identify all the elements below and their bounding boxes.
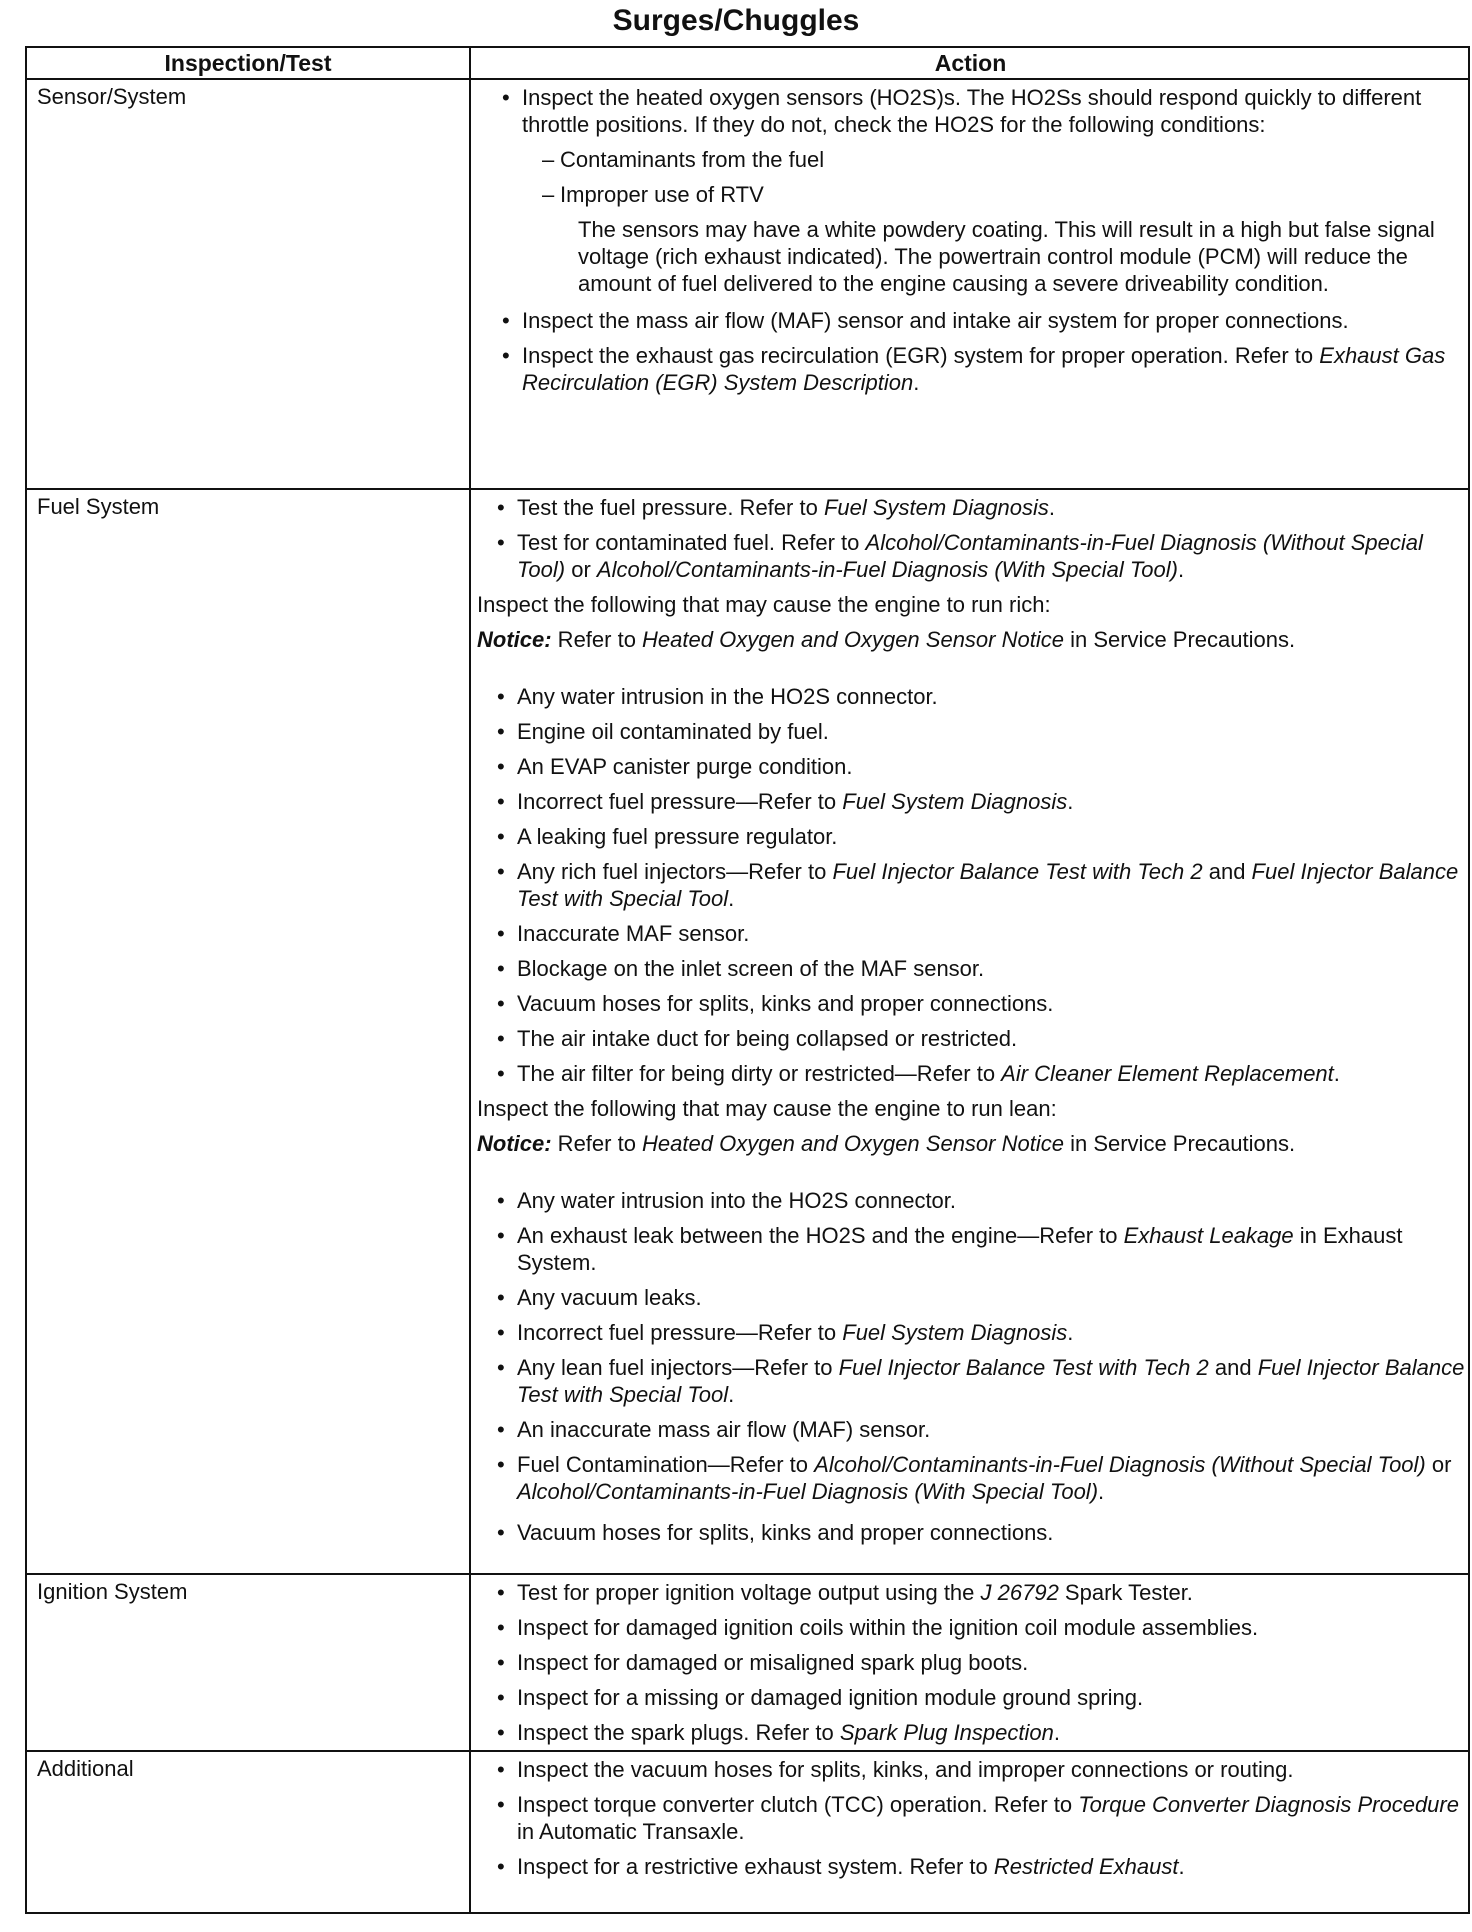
row-label-sensor-system: Sensor/System	[37, 84, 187, 109]
header-inspection: Inspection/Test	[164, 50, 332, 76]
list-item: • Engine oil contaminated by fuel.	[477, 718, 1465, 745]
list-item: • Test the fuel pressure. Refer to Fuel System Diagnosis.	[477, 494, 1465, 521]
list-item: • Inspect the mass air flow (MAF) sensor and intake air system for proper connections.	[482, 307, 1464, 334]
list-item: • A leaking fuel pressure regulator.	[477, 823, 1465, 850]
list-item: • An EVAP canister purge condition.	[477, 753, 1465, 780]
list-item: • Blockage on the inlet screen of the MAF sensor.	[477, 955, 1465, 982]
list-item: • Any vacuum leaks.	[477, 1284, 1465, 1311]
list-item: • Any rich fuel injectors—Refer to Fuel Injector Balance Test with Tech 2 and Fuel Injector Balance Test with Special Tool.	[477, 858, 1465, 912]
list-item: • The air intake duct for being collapsed or restricted.	[477, 1025, 1465, 1052]
list-item: • Test for contaminated fuel. Refer to Alcohol/Contaminants-in-Fuel Diagnosis (Without Special Tool) or Alcohol/Contaminants-in-Fuel Diagnosis (With Special Tool).	[477, 529, 1465, 583]
action-ignition-system	[477, 1579, 1465, 1754]
list-item: • An inaccurate mass air flow (MAF) sensor.	[477, 1416, 1465, 1443]
list-item: • Fuel Contamination—Refer to Alcohol/Contaminants-in-Fuel Diagnosis (Without Special Tool) or Alcohol/Contaminants-in-Fuel Diagnosis (With Special Tool).	[477, 1451, 1465, 1505]
rich-intro: Inspect the following that may cause the engine to run rich:	[477, 592, 1051, 617]
action-fuel-system	[477, 494, 1465, 1554]
row-label-ignition-system: Ignition System	[37, 1579, 188, 1604]
list-item: • Inspect the exhaust gas recirculation (EGR) system for proper operation. Refer to Exhaust Gas Recirculation (EGR) System Description.	[482, 342, 1464, 396]
diagnosis-table	[25, 46, 1470, 1914]
list-item: • Any water intrusion into the HO2S connector.	[477, 1187, 1465, 1214]
row-divider-fuel	[27, 1573, 1468, 1575]
page-title: Surges/Chuggles	[612, 4, 860, 37]
list-item: • Inspect the vacuum hoses for splits, kinks, and improper connections or routing.	[477, 1756, 1465, 1783]
list-item: • Inspect for a missing or damaged ignition module ground spring.	[477, 1684, 1465, 1711]
list-item: • Vacuum hoses for splits, kinks and proper connections.	[477, 1519, 1465, 1546]
header-divider	[27, 78, 1468, 80]
list-item: • Inspect torque converter clutch (TCC) operation. Refer to Torque Converter Diagnosis Procedure in Automatic Transaxle.	[477, 1791, 1465, 1845]
lean-intro: Inspect the following that may cause the engine to run lean:	[477, 1096, 1057, 1121]
ref-fuel-system-diagnosis: Fuel System Diagnosis	[823, 495, 1049, 520]
row-label-additional: Additional	[37, 1756, 134, 1781]
list-item: • Any water intrusion in the HO2S connector.	[477, 683, 1465, 710]
list-item: • An exhaust leak between the HO2S and the engine—Refer to Exhaust Leakage in Exhaust System.	[477, 1222, 1465, 1276]
column-divider	[469, 48, 471, 1912]
ref-egr-description: Exhaust Gas Recirculation (EGR) System Description	[522, 343, 1446, 395]
action-sensor-system	[482, 84, 1464, 404]
list-item: • Incorrect fuel pressure—Refer to Fuel System Diagnosis.	[477, 1319, 1465, 1346]
list-item: • Test for proper ignition voltage output using the J 26792 Spark Tester.	[477, 1579, 1465, 1606]
list-item: • Inspect for a restrictive exhaust system. Refer to Restricted Exhaust.	[477, 1853, 1465, 1880]
row-label-fuel-system: Fuel System	[37, 494, 160, 519]
list-item: • The air filter for being dirty or restricted—Refer to Air Cleaner Element Replacement.	[477, 1060, 1465, 1087]
notice-rich: Notice: Refer to Heated Oxygen and Oxygen Sensor Notice in Service Precautions.	[477, 627, 1296, 652]
list-item: • Incorrect fuel pressure—Refer to Fuel System Diagnosis.	[477, 788, 1465, 815]
action-additional	[477, 1756, 1465, 1888]
list-item: • Inspect the spark plugs. Refer to Spark Plug Inspection.	[477, 1719, 1465, 1746]
ref-alcohol-with-tool: Alcohol/Contaminants-in-Fuel Diagnosis (With Special Tool)	[596, 557, 1178, 582]
list-item: – Improper use of RTV	[482, 181, 1464, 208]
notice-lean: Notice: Refer to Heated Oxygen and Oxygen Sensor Notice in Service Precautions.	[477, 1131, 1296, 1156]
list-item: • Vacuum hoses for splits, kinks and proper connections.	[477, 990, 1465, 1017]
list-item: • Inaccurate MAF sensor.	[477, 920, 1465, 947]
ref-alcohol-without-tool: Alcohol/Contaminants-in-Fuel Diagnosis (Without Special Tool)	[517, 530, 1423, 582]
sensor-note: The sensors may have a white powdery coating. This will result in a high but false signal voltage (rich exhaust indicated). The powertrain control module (PCM) will reduce the amount of fuel delivered to the engine causing a severe driveability condition.	[578, 217, 1435, 296]
list-item: • Inspect for damaged or misaligned spark plug boots.	[477, 1649, 1465, 1676]
row-divider-sensor	[27, 488, 1468, 490]
list-item: – Contaminants from the fuel	[482, 146, 1464, 173]
list-item: • Any lean fuel injectors—Refer to Fuel Injector Balance Test with Tech 2 and Fuel Injector Balance Test with Special Tool.	[477, 1354, 1465, 1408]
list-item: • Inspect the heated oxygen sensors (HO2S)s. The HO2Ss should respond quickly to different throttle positions. If they do not, check the HO2S for the following conditions:	[482, 84, 1464, 138]
header-action: Action	[934, 50, 1007, 76]
list-item: • Inspect for damaged ignition coils within the ignition coil module assemblies.	[477, 1614, 1465, 1641]
